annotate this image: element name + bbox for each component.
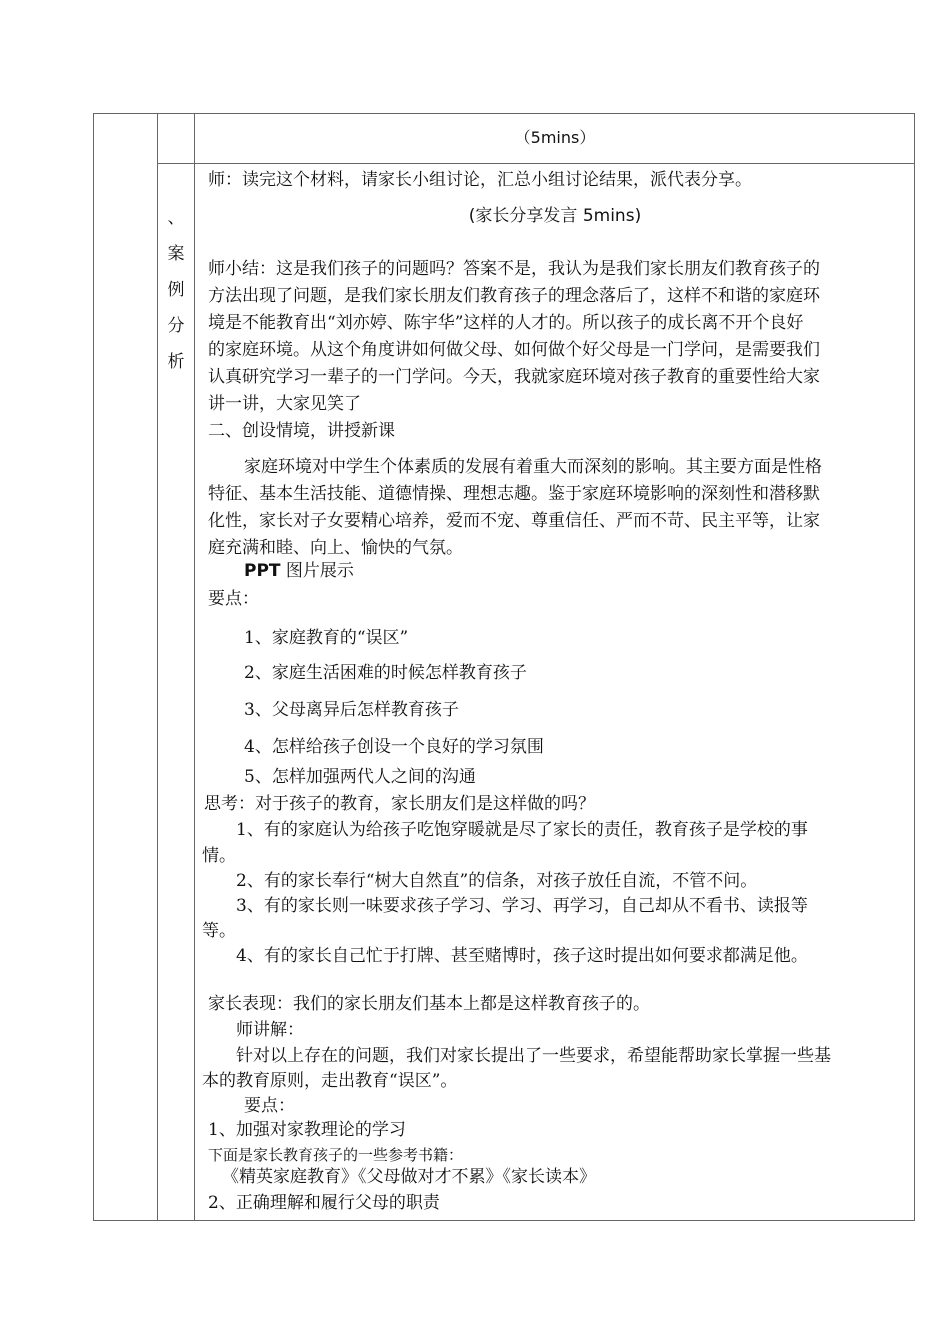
summary-line: 的家庭环境。从这个角度讲如何做父母、如何做个好父母是一门学问，是需要我们: [208, 340, 820, 360]
summary-line: 认真研究学习一辈子的一门学问。今天，我就家庭环境对孩子教育的重要性给大家: [208, 367, 820, 387]
explain-line: 本的教育原则，走出教育“误区”。: [202, 1071, 458, 1091]
ppt-label: PPT: [244, 561, 281, 581]
reflection-item: 情。: [202, 846, 236, 866]
table-row-divider: [157, 163, 915, 164]
keypoint-item: 2、家庭生活困难的时候怎样教育孩子: [244, 663, 527, 683]
timer-note: （5mins）: [514, 128, 596, 147]
points-label: 要点：: [244, 1096, 295, 1116]
section-label-char: 、: [167, 208, 185, 228]
intro-line: 家庭环境对中学生个体素质的发展有着重大而深刻的影响。其主要方面是性格: [244, 457, 822, 477]
parents-response: 家长表现：我们的家长朋友们基本上都是这样教育孩子的。: [208, 994, 650, 1014]
summary-line: 方法出现了问题，是我们家长朋友们教育孩子的理念落后了，这样不和谐的家庭环: [208, 286, 820, 306]
keypoint-item: 4、怎样给孩子创设一个良好的学习氛围: [244, 737, 544, 757]
intro-line: 庭充满和睦、向上、愉快的气氛。: [208, 538, 463, 558]
keypoint-item: 5、怎样加强两代人之间的沟通: [244, 767, 476, 787]
point-item: 1、加强对家教理论的学习: [208, 1120, 406, 1140]
ppt-note: [244, 558, 354, 585]
point-item: 2、正确理解和履行父母的职责: [208, 1193, 440, 1213]
books-intro: 下面是家长教育孩子的一些参考书籍：: [208, 1146, 464, 1164]
reflection-item: 1、有的家庭认为给孩子吃饱穿暖就是尽了家长的责任，教育孩子是学校的事: [236, 820, 808, 840]
section-label-char: 析: [167, 352, 185, 372]
ppt-rest: 图片展示: [280, 561, 354, 581]
table-column-divider: [194, 113, 195, 1221]
section-label-char: 例: [167, 280, 185, 300]
book-list: 《精英家庭教育》《父母做对才不累》《家长读本》: [222, 1167, 596, 1187]
reflection-item: 2、有的家长奉行“树大自然直”的信条，对孩子放任自流，不管不问。: [236, 871, 758, 891]
explain-line: 针对以上存在的问题，我们对家长提出了一些要求，希望能帮助家长掌握一些基: [236, 1046, 831, 1066]
intro-line: 特征、基本生活技能、道德情操、理想志趣。鉴于家庭环境影响的深刻性和潜移默: [208, 484, 820, 504]
summary-line: 境是不能教育出“刘亦婷、陈宇华”这样的人才的。所以孩子的成长离不开个良好: [208, 313, 804, 333]
section-label-char: 分: [167, 316, 185, 336]
keypoints-label: 要点：: [208, 589, 259, 609]
reflection-question: 思考：对于孩子的教育，家长朋友们是这样做的吗？: [204, 794, 595, 814]
teacher-explain: 师讲解：: [236, 1020, 304, 1040]
keypoint-item: 3、父母离异后怎样教育孩子: [244, 700, 459, 720]
summary-line: 师小结：这是我们孩子的问题吗？答案不是，我认为是我们家长朋友们教育孩子的: [208, 259, 820, 279]
lesson-heading: 二、创设情境，讲授新课: [208, 421, 395, 441]
reflection-item: 4、有的家长自己忙于打牌、甚至赌博时，孩子这时提出如何要求都满足他。: [236, 946, 808, 966]
share-note: (家长分享发言 5mins): [468, 206, 642, 226]
reflection-item: 3、有的家长则一味要求孩子学习、学习、再学习，自己却从不看书、读报等: [236, 896, 808, 916]
reflection-item: 等。: [202, 921, 236, 941]
intro-line: 化性，家长对子女要精心培养，爱而不宠、尊重信任、严而不苛、民主平等，让家: [208, 511, 820, 531]
teacher-prompt: 师：读完这个材料，请家长小组讨论，汇总小组讨论结果，派代表分享。: [208, 170, 752, 190]
section-label-char: 案: [167, 244, 185, 264]
summary-line: 讲一讲，大家见笑了: [208, 394, 361, 414]
section-label-case-analysis: [158, 200, 194, 380]
keypoint-item: 1、家庭教育的“误区”: [244, 628, 409, 648]
